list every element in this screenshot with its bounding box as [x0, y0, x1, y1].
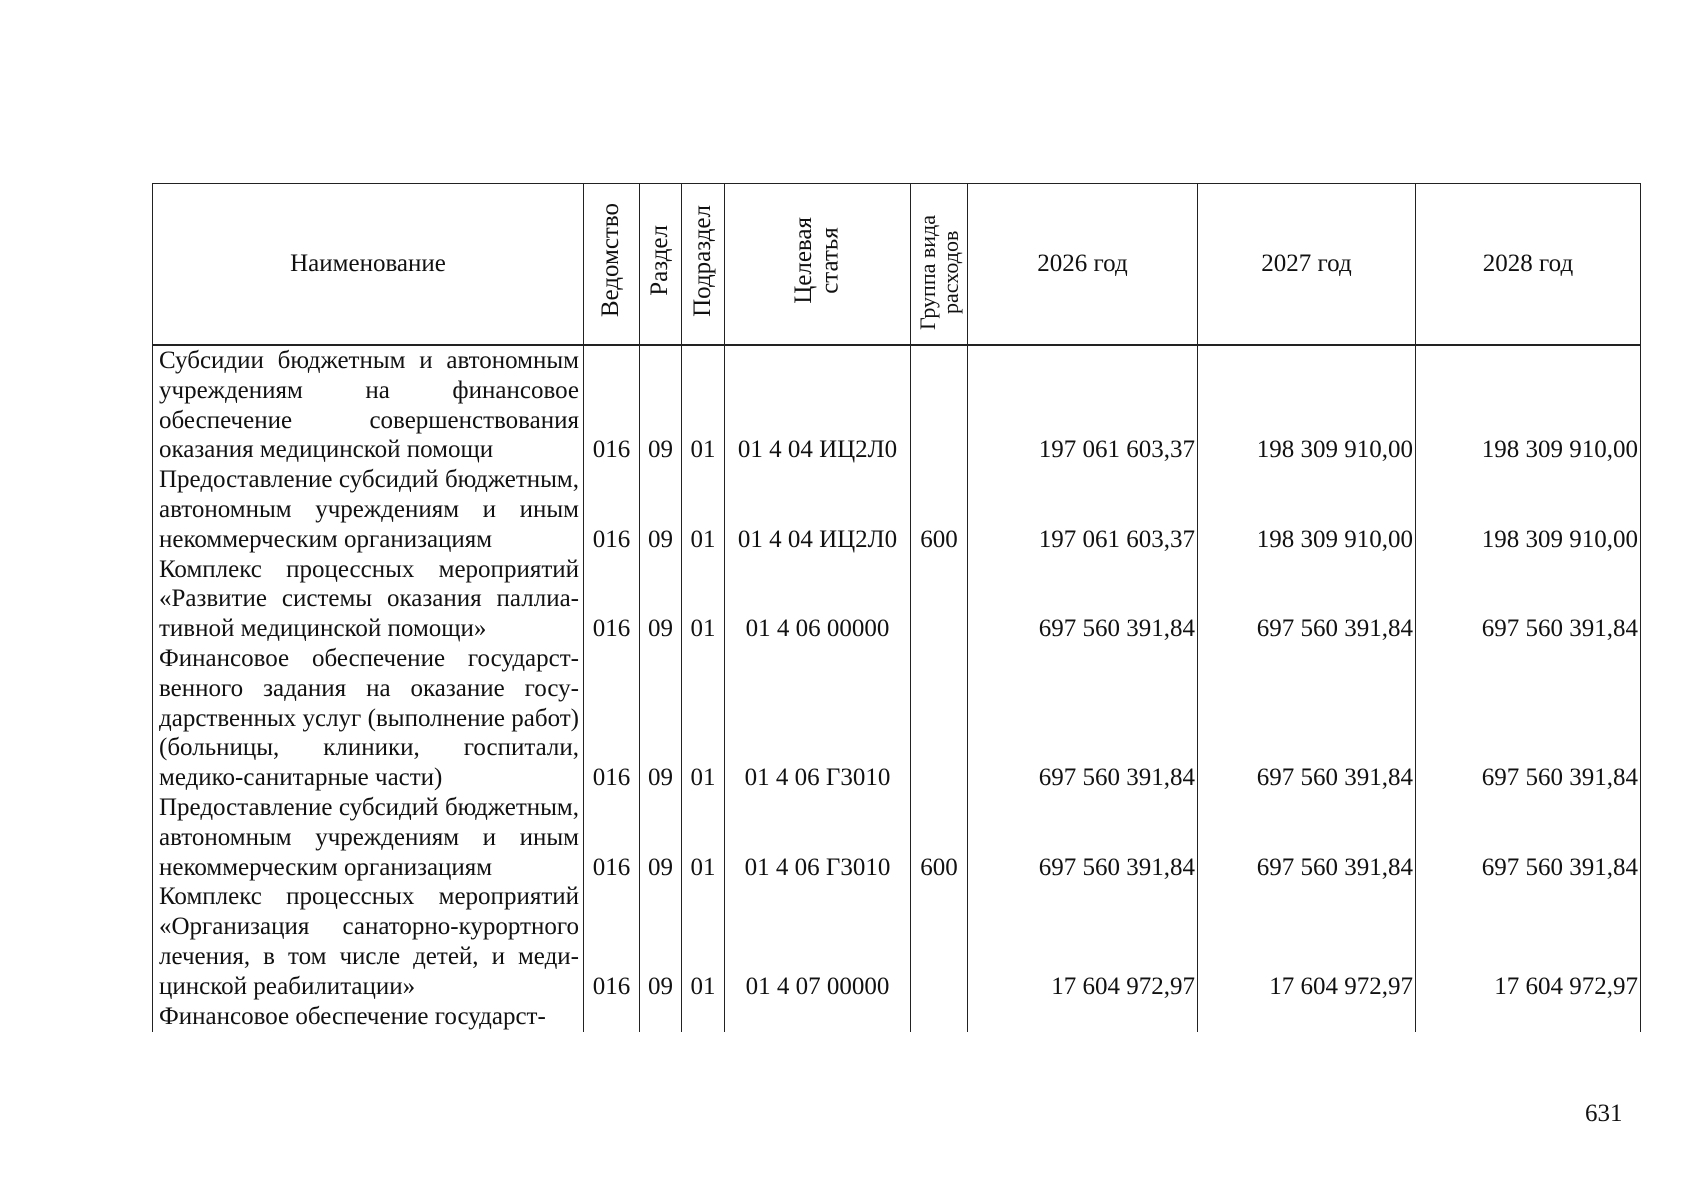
row-celevaya-statya: 01 4 07 00000	[725, 882, 911, 1001]
row-razdel: 09	[640, 465, 682, 554]
row-gruppa	[911, 1002, 968, 1032]
row-2028: 697 560 391,84	[1416, 793, 1641, 882]
header-vedomstvo: Ведомство	[584, 184, 640, 346]
row-gruppa: 600	[911, 465, 968, 554]
row-vedomstvo: 016	[584, 465, 640, 554]
row-celevaya-statya: 01 4 04 ИЦ2Л0	[725, 345, 911, 465]
header-name: Наименование	[153, 184, 584, 346]
table-row	[153, 555, 1641, 644]
row-vedomstvo: 016	[584, 555, 640, 644]
row-podrazdel: 01	[682, 644, 725, 793]
row-2026: 197 061 603,37	[968, 345, 1198, 465]
header-2027: 2027 год	[1198, 184, 1416, 346]
row-celevaya-statya: 01 4 06 Г3010	[725, 644, 911, 793]
header-podrazdel: Подраздел	[682, 184, 725, 346]
row-2028: 198 309 910,00	[1416, 345, 1641, 465]
row-celevaya-statya	[725, 1002, 911, 1032]
row-podrazdel: 01	[682, 345, 725, 465]
row-2026: 197 061 603,37	[968, 465, 1198, 554]
row-vedomstvo	[584, 1002, 640, 1032]
row-2027: 198 309 910,00	[1198, 345, 1416, 465]
row-name: Предоставление субсидий бюджетным, автономным учреждениям и иным некоммерческим организациям	[153, 465, 584, 554]
row-razdel: 09	[640, 793, 682, 882]
page-number: 631	[1585, 1100, 1623, 1127]
row-2026	[968, 1002, 1198, 1032]
row-podrazdel	[682, 1002, 725, 1032]
row-2028: 17 604 972,97	[1416, 882, 1641, 1001]
row-2026: 697 560 391,84	[968, 555, 1198, 644]
row-2027: 198 309 910,00	[1198, 465, 1416, 554]
row-2027: 697 560 391,84	[1198, 555, 1416, 644]
row-razdel: 09	[640, 644, 682, 793]
row-name: Финансовое обеспечение государст-	[153, 1002, 584, 1032]
header-celevaya-statya: Целевая статья	[725, 184, 911, 346]
row-gruppa	[911, 882, 968, 1001]
row-name: Субсидии бюджетным и автономным учреждениям на финансовое обеспечение совершенствования оказания медицинской помощи	[153, 345, 584, 465]
row-2026: 697 560 391,84	[968, 793, 1198, 882]
row-vedomstvo: 016	[584, 793, 640, 882]
row-celevaya-statya: 01 4 06 Г3010	[725, 793, 911, 882]
row-2027: 17 604 972,97	[1198, 882, 1416, 1001]
table-header-row	[153, 184, 1641, 346]
table-row	[153, 882, 1641, 1001]
row-2028	[1416, 1002, 1641, 1032]
row-2026: 697 560 391,84	[968, 644, 1198, 793]
row-vedomstvo: 016	[584, 345, 640, 465]
table-row	[153, 793, 1641, 882]
row-2028: 697 560 391,84	[1416, 555, 1641, 644]
row-2028: 697 560 391,84	[1416, 644, 1641, 793]
row-vedomstvo: 016	[584, 644, 640, 793]
row-vedomstvo: 016	[584, 882, 640, 1001]
row-gruppa	[911, 644, 968, 793]
row-2026: 17 604 972,97	[968, 882, 1198, 1001]
row-razdel	[640, 1002, 682, 1032]
row-razdel: 09	[640, 555, 682, 644]
row-celevaya-statya: 01 4 06 00000	[725, 555, 911, 644]
row-2028: 198 309 910,00	[1416, 465, 1641, 554]
row-gruppa	[911, 345, 968, 465]
row-2027	[1198, 1002, 1416, 1032]
header-razdel: Раздел	[640, 184, 682, 346]
row-name: Комплекс процессных мероприятий «Развитие системы оказания паллиативной медицинской помощи»	[153, 555, 584, 644]
row-celevaya-statya: 01 4 04 ИЦ2Л0	[725, 465, 911, 554]
table-row	[153, 465, 1641, 554]
row-podrazdel: 01	[682, 793, 725, 882]
row-name: Комплекс процессных мероприятий «Организация санаторно-курортного лечения, в том числе детей, и медицинской реабилитации»	[153, 882, 584, 1001]
row-name: Предоставление субсидий бюджетным, автономным учреждениям и иным некоммерческим организациям	[153, 793, 584, 882]
header-2026: 2026 год	[968, 184, 1198, 346]
table-row	[153, 644, 1641, 793]
header-2028: 2028 год	[1416, 184, 1641, 346]
row-2027: 697 560 391,84	[1198, 793, 1416, 882]
row-2027: 697 560 391,84	[1198, 644, 1416, 793]
row-razdel: 09	[640, 882, 682, 1001]
row-podrazdel: 01	[682, 465, 725, 554]
table-row	[153, 1002, 1641, 1032]
row-name: Финансовое обеспечение государственного задания на оказание государственных услуг (выполнение работ) (больницы, клиники, госпитали, медико-санитарные части)	[153, 644, 584, 793]
row-gruppa	[911, 555, 968, 644]
row-gruppa: 600	[911, 793, 968, 882]
row-razdel: 09	[640, 345, 682, 465]
budget-table	[152, 183, 1641, 1032]
table-row	[153, 345, 1641, 465]
header-gruppa-vida-rashodov: Группа вида расходов	[911, 184, 968, 346]
row-podrazdel: 01	[682, 555, 725, 644]
row-podrazdel: 01	[682, 882, 725, 1001]
